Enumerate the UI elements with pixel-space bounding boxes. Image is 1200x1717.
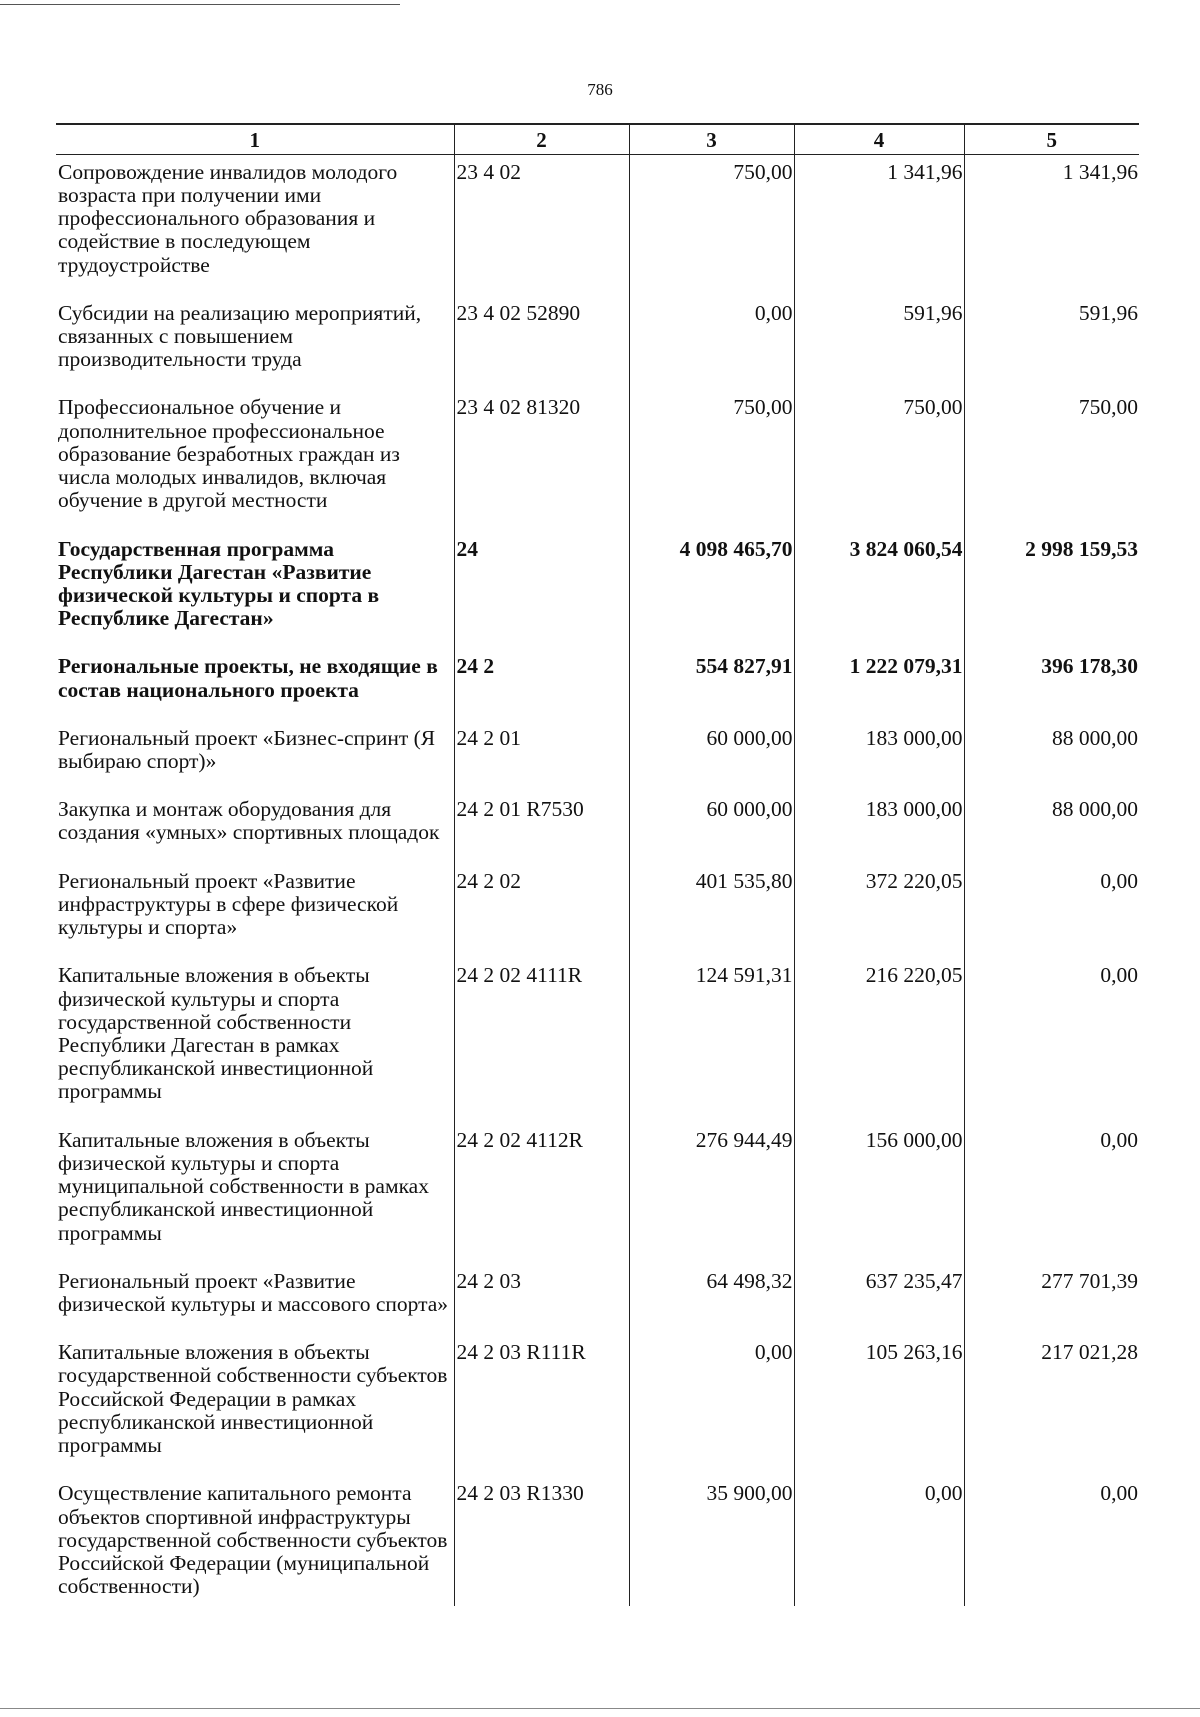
table-row — [56, 1335, 1139, 1476]
budget-table — [56, 123, 1139, 1606]
table-row — [56, 1476, 1139, 1606]
row-value-3: 401 535,80 — [629, 864, 794, 959]
row-value-3: 0,00 — [629, 1335, 794, 1476]
row-name: Капитальные вложения в объекты физической культуры и спорта государственной собственности Республики Дагестан в рамках республиканской инвестиционной программы — [58, 963, 374, 1104]
header-row — [56, 124, 1139, 154]
row-value-3: 60 000,00 — [629, 792, 794, 863]
row-value-4: 216 220,05 — [794, 958, 964, 1122]
row-code: 24 2 02 4111R — [454, 958, 629, 1122]
row-value-3: 554 827,91 — [629, 649, 794, 720]
row-value-3: 750,00 — [629, 390, 794, 531]
row-value-3: 750,00 — [629, 154, 794, 296]
table-row — [56, 721, 1139, 792]
row-name: Профессиональное обучение и дополнительное профессиональное образование безработных граждан из числа молодых инвалидов, включая обучение в другой местности — [58, 395, 400, 513]
table-row — [56, 532, 1139, 650]
row-value-4: 637 235,47 — [794, 1264, 964, 1335]
table-row — [56, 390, 1139, 531]
row-name: Региональные проекты, не входящие в состав национального проекта — [58, 654, 438, 702]
row-value-4: 1 341,96 — [794, 154, 964, 296]
table-row — [56, 154, 1139, 296]
row-name: Капитальные вложения в объекты физической культуры и спорта муниципальной собственности в рамках республиканской инвестиционной программы — [58, 1127, 429, 1245]
row-value-5: 2 998 159,53 — [964, 532, 1139, 650]
row-value-5: 0,00 — [964, 1476, 1139, 1606]
row-value-4: 591,96 — [794, 296, 964, 391]
row-value-5: 396 178,30 — [964, 649, 1139, 720]
top-rule — [0, 4, 400, 5]
row-value-3: 124 591,31 — [629, 958, 794, 1122]
header-col-4: 4 — [794, 124, 964, 154]
header-col-1: 1 — [56, 124, 454, 154]
row-value-5: 88 000,00 — [964, 721, 1139, 792]
table-row — [56, 958, 1139, 1122]
row-value-5: 0,00 — [964, 1123, 1139, 1264]
row-value-4: 3 824 060,54 — [794, 532, 964, 650]
row-value-4: 372 220,05 — [794, 864, 964, 959]
row-value-5: 0,00 — [964, 958, 1139, 1122]
table-row — [56, 296, 1139, 391]
table-row — [56, 1264, 1139, 1335]
row-name: Сопровождение инвалидов молодого возраста при получении ими профессионального образования и содействие в последующем трудоустройстве — [58, 159, 398, 277]
row-name: Региональный проект «Бизнес-спринт (Я выбираю спорт)» — [58, 725, 436, 774]
row-value-4: 156 000,00 — [794, 1123, 964, 1264]
row-value-3: 35 900,00 — [629, 1476, 794, 1606]
row-name: Капитальные вложения в объекты государственной собственности субъектов Российской Федерации в рамках республиканской инвестиционной программы — [58, 1340, 448, 1458]
row-code: 23 4 02 52890 — [454, 296, 629, 391]
row-value-4: 1 222 079,31 — [794, 649, 964, 720]
row-code: 24 2 03 — [454, 1264, 629, 1335]
row-name: Закупка и монтаж оборудования для создания «умных» спортивных площадок — [58, 797, 440, 845]
row-code: 24 — [454, 532, 629, 650]
row-value-3: 0,00 — [629, 296, 794, 391]
header-col-2: 2 — [454, 124, 629, 154]
row-value-5: 1 341,96 — [964, 154, 1139, 296]
row-code: 24 2 01 — [454, 721, 629, 792]
row-value-3: 4 098 465,70 — [629, 532, 794, 650]
row-value-3: 64 498,32 — [629, 1264, 794, 1335]
header-col-5: 5 — [964, 124, 1139, 154]
table-row — [56, 1123, 1139, 1264]
row-value-5: 88 000,00 — [964, 792, 1139, 863]
row-code: 23 4 02 — [454, 154, 629, 296]
row-name: Государственная программа Республики Дагестан «Развитие физической культуры и спорта в Республике Дагестан» — [58, 536, 380, 631]
row-value-5: 0,00 — [964, 864, 1139, 959]
row-name: Осуществление капитального ремонта объектов спортивной инфраструктуры государственной собственности субъектов Российской Федерации (муниципальной собственности) — [58, 1481, 448, 1599]
row-value-4: 183 000,00 — [794, 792, 964, 863]
row-value-4: 105 263,16 — [794, 1335, 964, 1476]
row-code: 23 4 02 81320 — [454, 390, 629, 531]
row-name: Региональный проект «Развитие физической культуры и массового спорта» — [58, 1268, 449, 1316]
row-value-3: 276 944,49 — [629, 1123, 794, 1264]
row-code: 24 2 02 — [454, 864, 629, 959]
row-code: 24 2 — [454, 649, 629, 720]
row-value-4: 183 000,00 — [794, 721, 964, 792]
row-value-5: 750,00 — [964, 390, 1139, 531]
table-row — [56, 864, 1139, 959]
row-value-5: 591,96 — [964, 296, 1139, 391]
row-name: Региональный проект «Развитие инфраструктуры в сфере физической культуры и спорта» — [58, 868, 399, 940]
row-value-3: 60 000,00 — [629, 721, 794, 792]
row-value-5: 277 701,39 — [964, 1264, 1139, 1335]
row-value-4: 750,00 — [794, 390, 964, 531]
row-code: 24 2 03 R1330 — [454, 1476, 629, 1606]
row-name: Субсидии на реализацию мероприятий, связанных с повышением производительности труда — [58, 300, 422, 372]
row-code: 24 2 03 R111R — [454, 1335, 629, 1476]
table-row — [56, 792, 1139, 863]
table-row — [56, 649, 1139, 720]
page-number: 786 — [587, 80, 613, 99]
bottom-rule — [0, 1708, 1200, 1709]
header-col-3: 3 — [629, 124, 794, 154]
row-value-5: 217 021,28 — [964, 1335, 1139, 1476]
row-code: 24 2 01 R7530 — [454, 792, 629, 863]
row-value-4: 0,00 — [794, 1476, 964, 1606]
row-code: 24 2 02 4112R — [454, 1123, 629, 1264]
